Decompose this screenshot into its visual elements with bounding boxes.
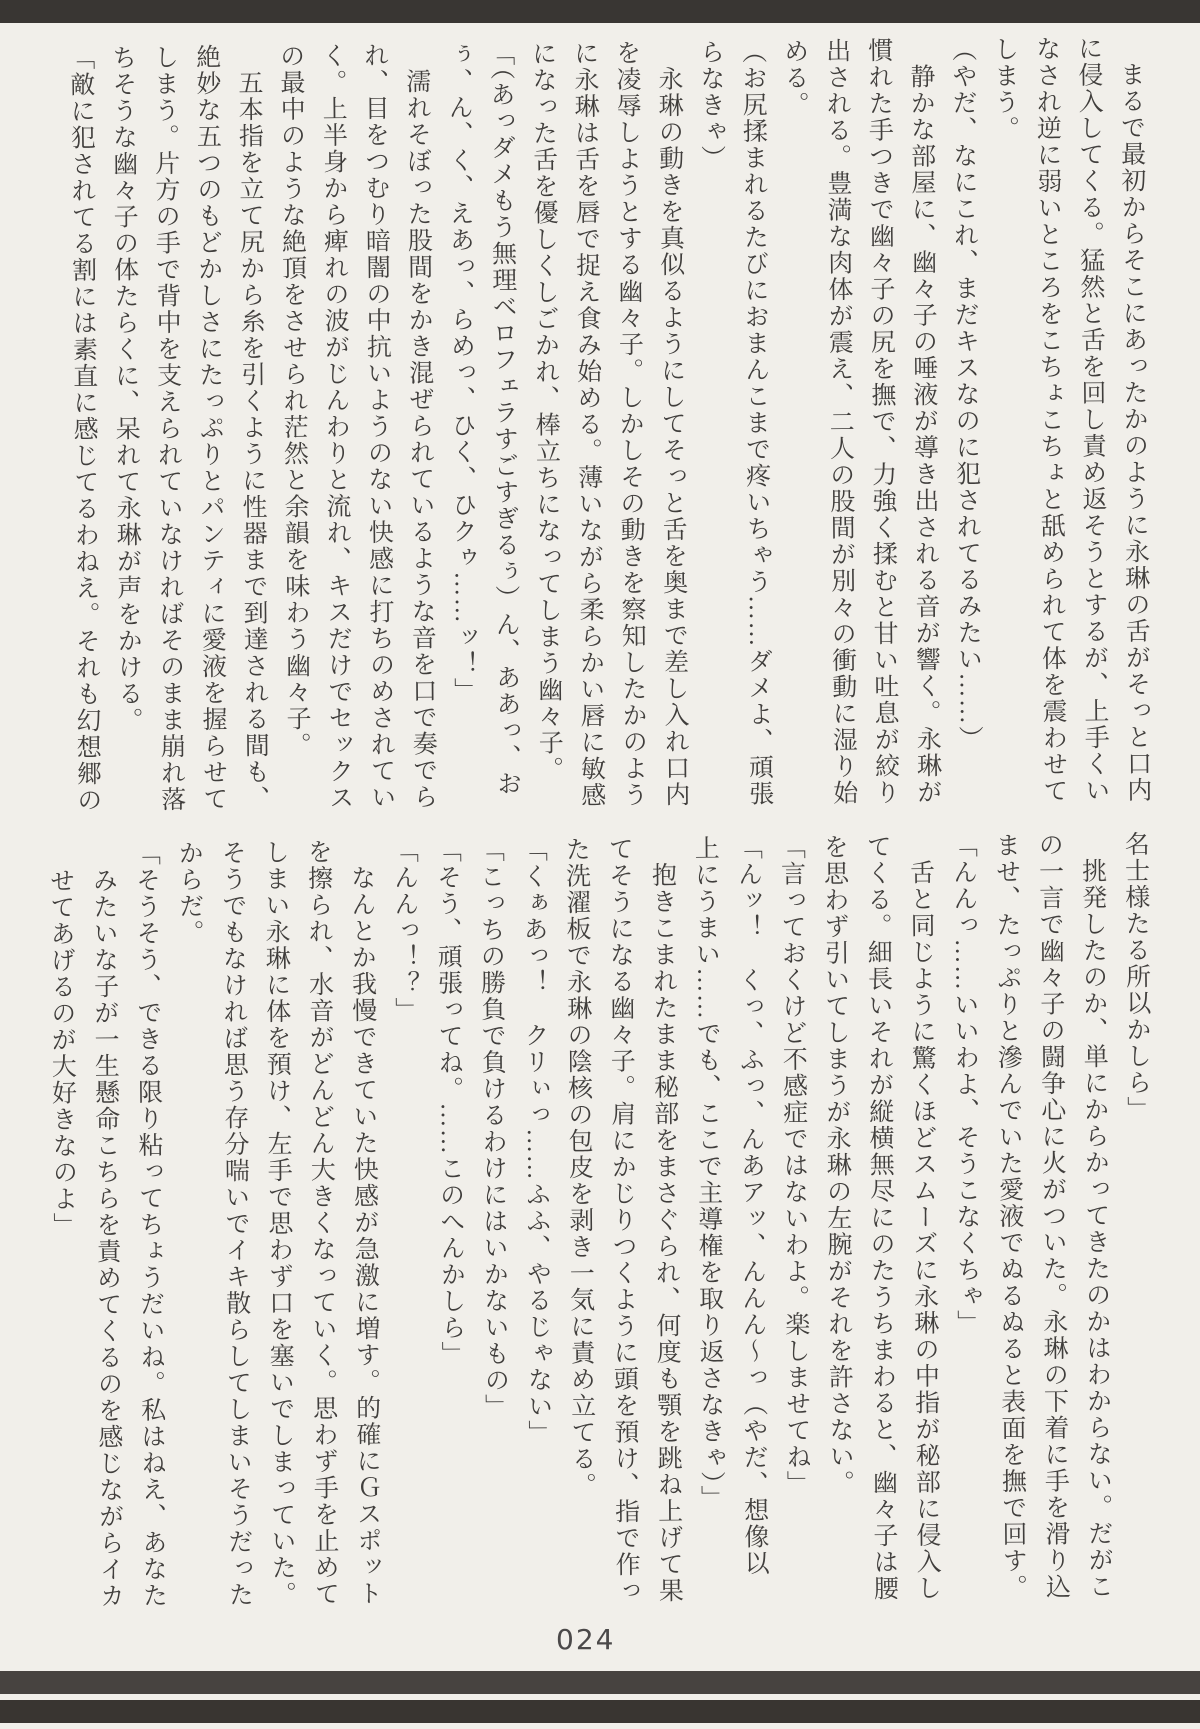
page-number: 024 (556, 1623, 616, 1656)
text-line: く。上半身から痺れの波がじんわりと流れ、キスだけでセックス (318, 42, 353, 812)
text-line: になった舌を優しくしごかれ、棒立ちになってしまう幽々子。 (528, 40, 563, 783)
text-line: てそうになる幽々子。肩にかじりつくように頭を預け、指で作っ (605, 835, 640, 1605)
text-line: 抱きこまれたまま秘部をまさぐられ、何度も顎を跳ね上げて果 (648, 835, 683, 1605)
text-line: せてあげるのが大好きなのよ」 (46, 841, 77, 1239)
text-line: （やだ、なにこれ、まだキスなのに犯されてるみたい……） (948, 36, 983, 753)
text-line: しまう。片方の手で背中を支えられていなければそのまま崩れ落 (150, 44, 185, 813)
text-line: に永琳は舌を唇で捉え食み始める。薄いながら柔らかい唇に敏感 (570, 39, 605, 809)
text-line: ませ、たっぷりと滲んでいた愛液でぬるぬると表面を撫で回す。 (992, 831, 1027, 1601)
text-line: 「敵に犯されてる割には素直に感じてるわねえ。それも幻想郷の (66, 44, 101, 814)
text-line: てくる。細長いそれが縦横無尽にのたうちまわると、幽々子は腰 (863, 833, 898, 1602)
text-line: みたいな子が一生懸命こちらを責めてくるのを感じながらイカ (89, 840, 124, 1610)
text-line: 「言っておくけど不感症ではないわよ。楽しませてね」 (777, 834, 811, 1497)
text-line: （お尻揉まれるたびにおまんこまで疼いちゃう……ダメよ、頑張 (738, 38, 773, 808)
text-line: 五本指を立て尻から糸を引くように性器まで到達される間も、 (234, 43, 269, 812)
text-line: た洗濯板で永琳の陰核の包皮を剥き一気に責め立てる。 (562, 836, 596, 1499)
text-line: 「くぁあっ！ クリぃっ……ふふ、やるじゃない」 (519, 836, 553, 1447)
text-line: からだ。 (175, 839, 204, 947)
text-line: 「んんっ……いいわよ、そうこなくちゃ」 (949, 832, 981, 1337)
text-line: を思わず引いてしまうが永琳の左腕がそれを許さない。 (820, 833, 854, 1497)
text-block-upper (59, 35, 1158, 817)
text-line: なんとか我慢できていた快感が急激に増す。的確にＧスポット (347, 838, 382, 1607)
text-line: 出される。豊満な肉体が震え、二人の股間が別々の衝動に湿り始 (822, 37, 857, 807)
text-line: を凌辱しようとする幽々子。しかしその動きを察知したかのよう (612, 39, 647, 809)
text-line: 静かな部屋に、幽々子の唾液が導き出される音が響く。永琳が (906, 36, 941, 806)
text-line: なされ逆に弱いところをこちょこちょと舐められて体を震わせて (1032, 35, 1067, 805)
text-line: める。 (780, 37, 809, 118)
text-line: 濡れそぼった股間をかき混ぜられているような音を口で奏でら (402, 41, 437, 811)
text-line: 絶妙な五つのもどかしさにたっぷりとパンティに愛液を握らせて (192, 43, 227, 813)
text-block-lower (38, 831, 1163, 1618)
text-line: 慣れた手つきで幽々子の尻を撫で、力強く揉むと甘い吐息が絞り (864, 37, 899, 806)
text-line: 名士様たる所以かしら」 (1121, 830, 1151, 1123)
text-line: 「んんっ！？」 (390, 837, 419, 1024)
text-line: 「んッ！ くっ、ふっ、んあアッ、んんん〜っ（やだ、想像以 (734, 834, 769, 1577)
text-line: を擦られ、水音がどんどん大きくなっていく。思わず手を止めて (304, 838, 339, 1608)
text-line: 永琳の動きを真似るようにしてそっと舌を奥まで差し入れ口内 (654, 39, 689, 808)
text-line: ちそうな幽々子の体たらくに、呆れて永琳が声をかける。 (108, 44, 143, 734)
text-line: 「（あっダメもう無理ベロフェラすごすぎるぅ）ん、ああっ、お (486, 40, 521, 798)
text-line: 「そう、頑張ってね。……このへんかしら」 (433, 837, 466, 1368)
text-line: ぅ、ん、く、えあっ、らめっ、ひく、ひクゥ……ッ！」 (444, 41, 478, 704)
text-line: 挑発したのか、単にからかってきたのかはわからない。だがこ (1078, 831, 1113, 1600)
text-line: の最中のような絶頂をさせられ茫然と余韻を味わう幽々子。 (276, 42, 311, 759)
text-line: そうでもなければ思う存分喘いでイキ散らしてしまいそうだった (218, 839, 253, 1609)
text-line: 舌と同じように驚くほどスムーズに永琳の中指が秘部に侵入し (906, 832, 941, 1602)
text-line: の一言で幽々子の闘争心に火がついた。永琳の下着に手を滑り込 (1035, 831, 1070, 1601)
text-line: れ、目をつむり暗闇の中抗いようのない快感に打ちのめされてい (360, 42, 395, 811)
text-line: 「こっちの勝負で負けるわけにはいかないもの」 (476, 836, 509, 1421)
bottom-border-bar-inner (0, 1700, 1200, 1723)
bottom-border-bar-outer (0, 1671, 1200, 1694)
text-line: に侵入してくる。猛然と舌を回し責め返そうとするが、上手くい (1074, 35, 1109, 804)
text-line: 上にうまい……でも、ここで主導権を取り返さなきゃ）」 (691, 834, 725, 1512)
text-line: 「そうそう、できる限り粘ってちょうだいね。私はねえ、あなた (132, 840, 167, 1609)
text-line: しまう。 (990, 35, 1019, 143)
text-line: らなきゃ） (696, 38, 725, 172)
text-line: しまい永琳に体を預け、左手で思わず口を塞いでしまっていた。 (261, 838, 296, 1608)
text-line: まるで最初からそこにあったかのように永琳の舌がそっと口内 (1116, 34, 1151, 804)
